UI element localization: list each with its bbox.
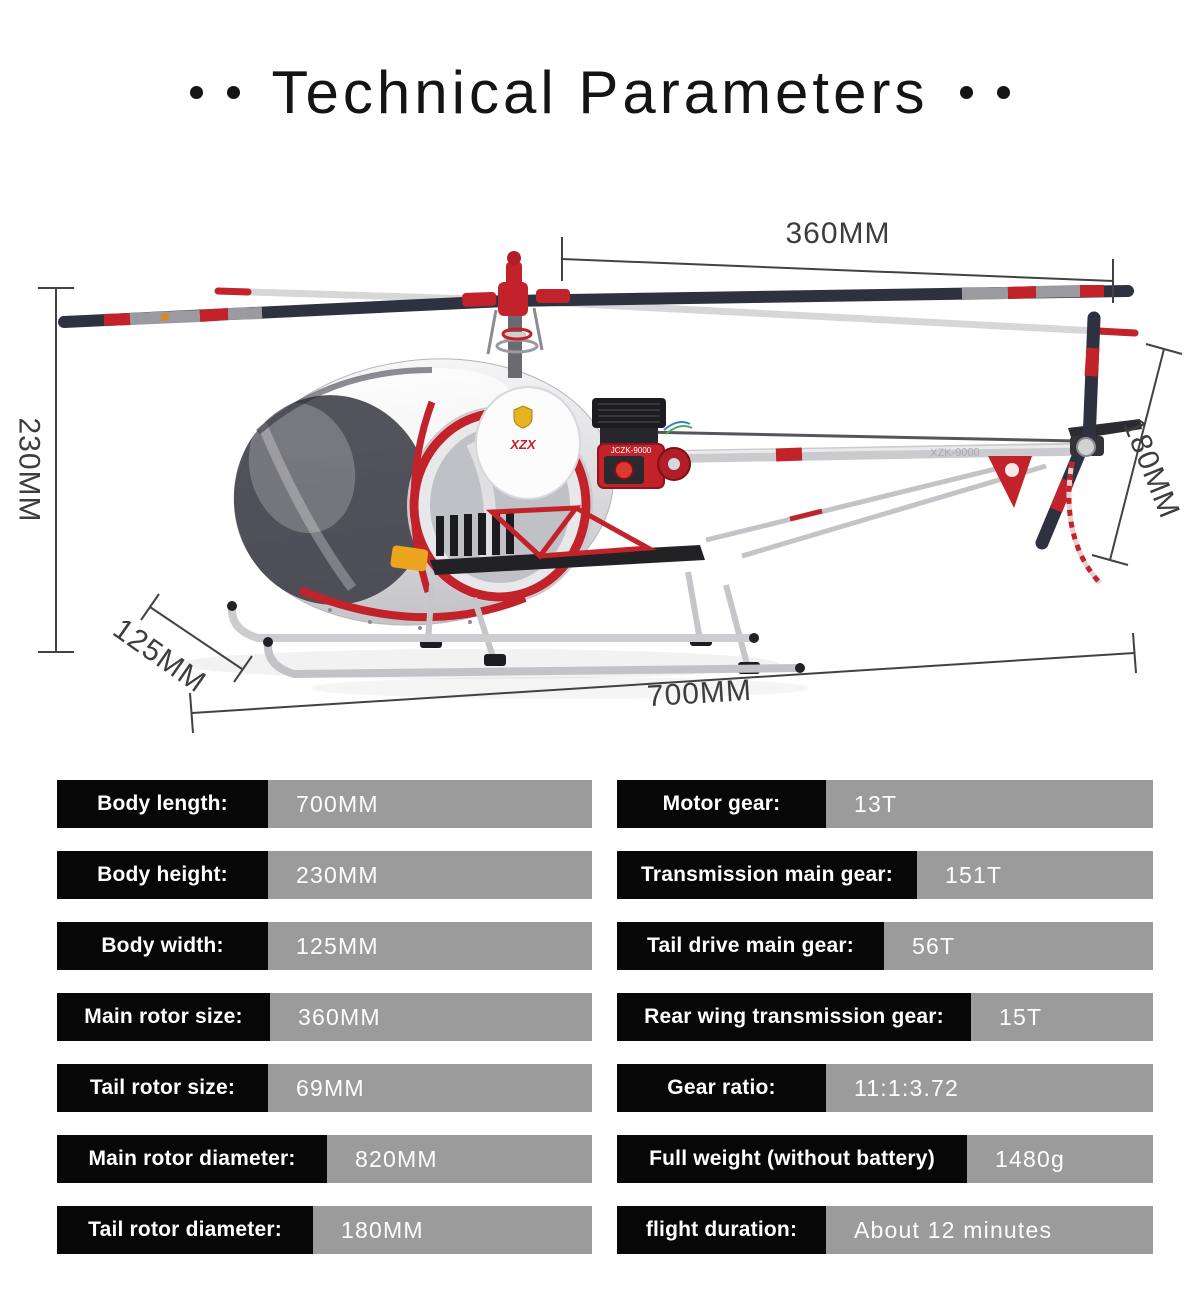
spec-label: Tail rotor size:	[57, 1064, 268, 1112]
spec-label: Transmission main gear:	[617, 851, 917, 899]
spec-value: 180MM	[313, 1206, 592, 1254]
spec-row-main-rotor-diameter	[57, 1135, 592, 1183]
spec-row-flight-duration	[617, 1206, 1153, 1254]
spec-row-full-weight	[617, 1135, 1153, 1183]
spec-value: 820MM	[327, 1135, 592, 1183]
title-dots-left	[190, 86, 240, 99]
spec-label: Tail rotor diameter:	[57, 1206, 313, 1254]
spec-row-body-height	[57, 851, 592, 899]
spec-label: Motor gear:	[617, 780, 826, 828]
spec-label: Rear wing transmission gear:	[617, 993, 971, 1041]
spec-row-gear-ratio	[617, 1064, 1153, 1112]
spec-label: Full weight (without battery)	[617, 1135, 967, 1183]
page-title-row	[0, 52, 1200, 132]
spec-row-transmission-main-gear	[617, 851, 1153, 899]
main-rotor	[64, 251, 1128, 378]
motor-unit	[592, 398, 692, 488]
spec-row-body-length	[57, 780, 592, 828]
spec-row-tail-rotor-size	[57, 1064, 592, 1112]
spec-value: 15T	[971, 993, 1153, 1041]
spec-value: 360MM	[270, 993, 592, 1041]
spec-value: 11:1:3.72	[826, 1064, 1153, 1112]
spec-label: Body width:	[57, 922, 268, 970]
canopy	[219, 338, 628, 646]
spec-table-right	[617, 780, 1153, 1277]
emblem-text: XZX	[510, 437, 536, 452]
boom-marking: XZK-9000	[930, 446, 980, 460]
spec-value: 56T	[884, 922, 1153, 970]
dim-body-length-label: 700MM	[645, 673, 753, 714]
spec-value: 69MM	[268, 1064, 592, 1112]
dot-icon	[190, 86, 203, 99]
dim-body-height-label: 230MM	[12, 417, 46, 523]
spec-label: flight duration:	[617, 1206, 826, 1254]
spec-row-rear-wing-transmission-gear	[617, 993, 1153, 1041]
spec-value: 700MM	[268, 780, 592, 828]
emblem-crest-icon	[514, 406, 532, 428]
spec-table-left	[57, 780, 592, 1277]
spec-label: Tail drive main gear:	[617, 922, 884, 970]
spec-value: 13T	[826, 780, 1153, 828]
title-dots-right	[960, 86, 1010, 99]
spec-value: 125MM	[268, 922, 592, 970]
spec-label: Main rotor size:	[57, 993, 270, 1041]
spec-label: Main rotor diameter:	[57, 1135, 327, 1183]
dot-icon	[960, 86, 973, 99]
motor-marking: JCZK-9000	[610, 446, 652, 455]
page-title: Technical Parameters	[271, 58, 929, 126]
spec-value: 230MM	[268, 851, 592, 899]
spec-value: 1480g	[967, 1135, 1153, 1183]
spec-row-tail-rotor-diameter	[57, 1206, 592, 1254]
spec-label: Gear ratio:	[617, 1064, 826, 1112]
dim-body-width-label: 125MM	[106, 612, 212, 700]
spec-row-body-width	[57, 922, 592, 970]
spec-label: Body height:	[57, 851, 268, 899]
spec-value: 151T	[917, 851, 1153, 899]
dot-icon	[227, 86, 240, 99]
spec-value: About 12 minutes	[826, 1206, 1153, 1254]
spec-row-main-rotor-size	[57, 993, 592, 1041]
dot-icon	[997, 86, 1010, 99]
spec-row-tail-drive-main-gear	[617, 922, 1153, 970]
dim-tail-rotor-label: 180MM	[1116, 413, 1187, 524]
spec-row-motor-gear	[617, 780, 1153, 828]
spec-label: Body length:	[57, 780, 268, 828]
dim-main-rotor-label: 360MM	[785, 217, 891, 250]
rotor-head	[462, 251, 570, 378]
